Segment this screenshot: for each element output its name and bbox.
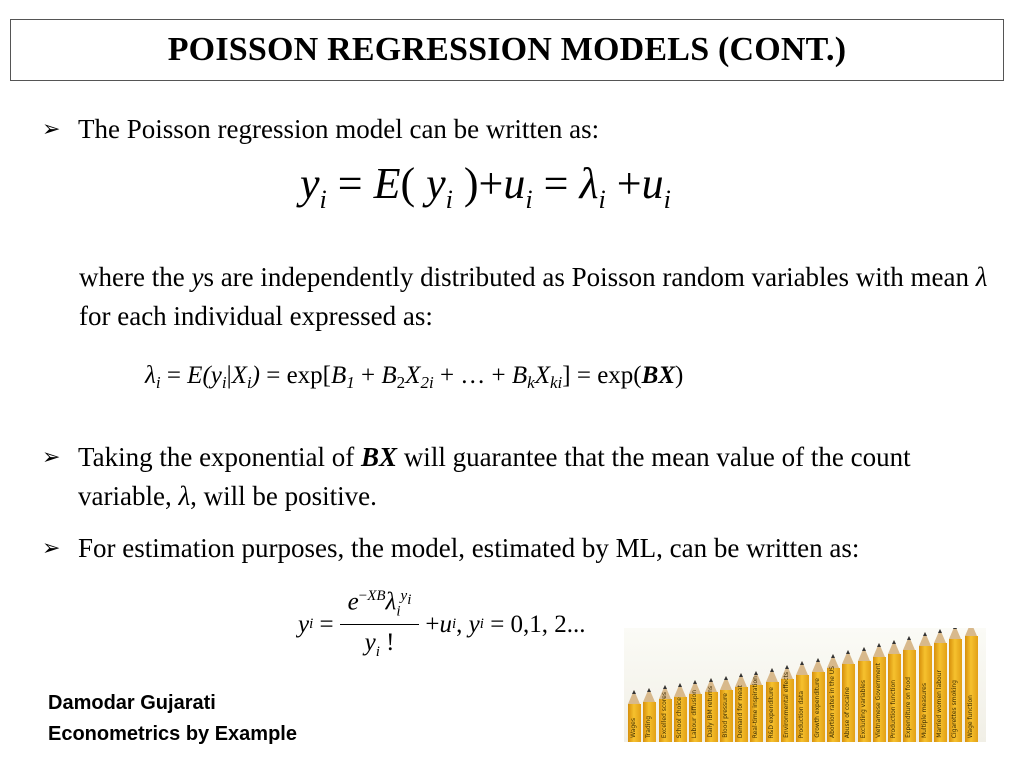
fraction: $\frac{e^{-XB}\lambda_i^{y_i}}{y_i !}$ [340, 588, 420, 661]
arrow-bullet-icon: ➢ [42, 117, 61, 142]
pencil: Cigarettes smoking [949, 628, 962, 742]
arrow-bullet-icon: ➢ [42, 536, 61, 561]
pencil: Abuse of cocaine [842, 650, 855, 742]
para1-y: y [191, 262, 204, 292]
equation-ml: y i = $\frac{e^{-XB}\lambda_i^{y_i}}{y_i !}$ + u i , y i = 0,1, 2... [298, 588, 586, 661]
bullet-2-text: Taking the exponential of BX will guarantee that the mean value of the count variable, λ, will be positive. [78, 442, 911, 511]
pencil: Trading [643, 688, 656, 742]
pencil: R&D expenditure [766, 668, 779, 742]
pencil: Wage function [965, 628, 978, 742]
pencil: Growth expenditure [812, 658, 825, 742]
bullet-3-text: For estimation purposes, the model, estimated by ML, can be written as: [78, 533, 860, 563]
pencil: Environmental effects [781, 665, 794, 742]
pencil: Married women labour [934, 629, 947, 742]
citation-book: Econometrics by Example [48, 723, 297, 745]
equation-model: $y_i = E$( $y_i$ )$+u_i = \lambda_i +u_i$ [300, 159, 671, 214]
pencil: Wages [628, 690, 641, 742]
pencil: Blood pressure [720, 676, 733, 742]
pencil: Vietnamese Government [873, 643, 886, 742]
equation-lambda: $\lambda_i = E(y_i|X_i) = \exp[B_1 + B_2X_{2i}$ + … + $B_kX_{ki}] = \exp(BX)$ [145, 362, 684, 392]
pencils-image [624, 628, 986, 742]
bullet-2 [42, 438, 1008, 516]
para1-lambda: λ [975, 262, 988, 292]
pencil: Production data [796, 661, 809, 742]
para1-text-c: for each individual expressed as: [79, 301, 433, 331]
para1-text-a: where the [79, 262, 192, 292]
pencil: Labour diffusion [689, 680, 702, 742]
arrow-bullet-icon: ➢ [42, 445, 61, 470]
paragraph-where [79, 258, 999, 336]
pencil: Real-time inspiration [750, 671, 763, 742]
pencil: Excelled scores [659, 685, 672, 742]
title-box [10, 19, 1004, 81]
pencil: Expenditure on food [903, 636, 916, 742]
pencil: Daily IBM returns [705, 678, 718, 742]
pencil: School choice [674, 683, 687, 742]
pencil: Excluding variables [858, 647, 871, 742]
pencil: Abortion rates in the US [827, 654, 840, 742]
bullet-3 [42, 529, 938, 568]
citation-author: Damodar Gujarati [48, 692, 216, 714]
citation [48, 688, 297, 750]
pencil: Production function [888, 640, 901, 742]
bullet-1 [42, 110, 1008, 149]
slide-title: POISSON REGRESSION MODELS (CONT.) [167, 31, 847, 68]
pencil: Multiple measures [919, 632, 932, 742]
bullet-1-text: The Poisson regression model can be written as: [78, 114, 600, 144]
pencil: Demand for meat [735, 673, 748, 742]
para1-text-b: s are independently distributed as Poisson random variables with mean [203, 262, 976, 292]
